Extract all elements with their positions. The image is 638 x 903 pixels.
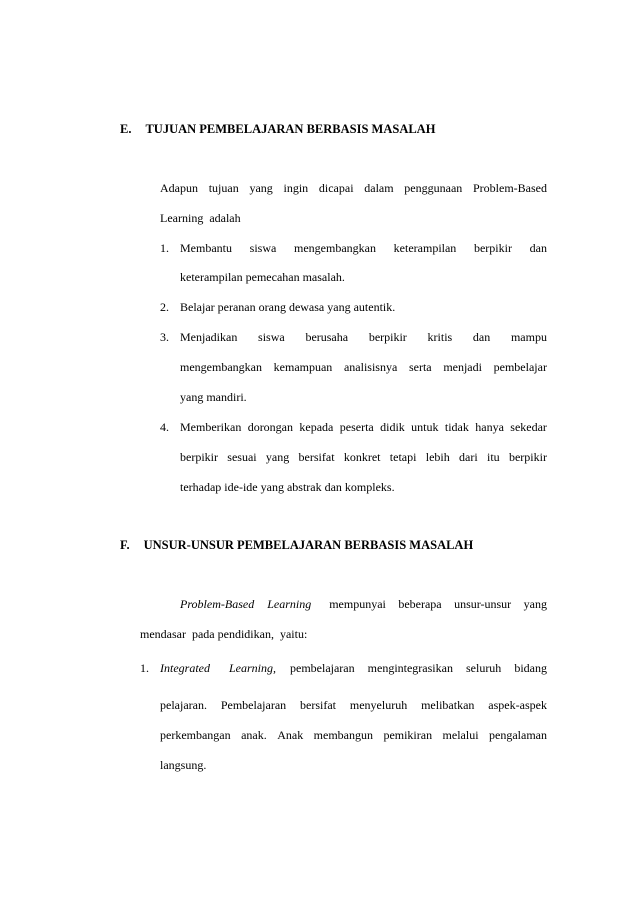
section-e-intro-line-1 <box>160 181 547 196</box>
word: berpikir <box>368 330 407 344</box>
section-e-title: TUJUAN PEMBELAJARAN BERBASIS MASALAH <box>145 122 436 136</box>
e-item-4-line-3 <box>180 480 395 495</box>
section-f-letter: F. <box>120 538 130 552</box>
e-item-3-line-1 <box>180 330 547 345</box>
word: melalui <box>442 728 479 742</box>
e-item-4-number: 4. <box>160 420 169 434</box>
word: dalam <box>364 181 394 195</box>
e-item-3-line-2 <box>180 360 547 375</box>
word: Anak <box>277 728 304 742</box>
section-f-intro-line-1 <box>180 597 547 612</box>
section-e-intro-line-2 <box>160 211 241 226</box>
word: bersifat <box>298 450 335 464</box>
word: mengintegrasikan <box>367 661 453 675</box>
word: berpikir <box>473 241 512 255</box>
word: serta <box>408 360 432 374</box>
word: Membantu <box>180 241 232 255</box>
section-f-intro-rest <box>329 597 547 612</box>
word: pemikiran <box>383 728 433 742</box>
e-item-2-line-1-text: Belajar peranan orang dewasa yang autentik. <box>180 300 396 314</box>
word: Pembelajaran <box>220 698 287 712</box>
word: hanya <box>475 420 504 434</box>
word: yang <box>249 181 273 195</box>
word: berpikir <box>508 450 547 464</box>
word: menyeluruh <box>349 698 408 712</box>
section-f-title: UNSUR-UNSUR PEMBELAJARAN BERBASIS MASALAH <box>143 538 474 552</box>
word: dan <box>472 330 491 344</box>
word: peserta <box>339 420 374 434</box>
word: itu <box>486 450 500 464</box>
word: bidang <box>514 661 547 675</box>
word: untuk <box>411 420 439 434</box>
e-item-3-line-3-text: yang mandiri. <box>180 390 247 404</box>
f-item-1-line-1 <box>160 661 547 676</box>
f-item-1-line-3 <box>160 728 547 743</box>
section-e-letter: E. <box>120 122 132 136</box>
section-e-intro-line-2-text: Learning adalah <box>160 211 241 225</box>
word: unsur-unsur <box>454 597 512 611</box>
e-item-4-line-2 <box>180 450 547 465</box>
word: mampu <box>510 330 547 344</box>
word: pembelajaran <box>290 661 355 675</box>
word: siswa <box>258 330 285 344</box>
word: tetapi <box>389 450 417 464</box>
word: dari <box>459 450 478 464</box>
word: seluruh <box>465 661 502 675</box>
word: sekedar <box>510 420 547 434</box>
word: analisisnya <box>343 360 398 374</box>
f-item-1-line-2 <box>160 698 547 713</box>
word: yang <box>523 597 547 611</box>
word: aspek-aspek <box>488 698 547 712</box>
word: tidak <box>444 420 469 434</box>
word: sesuai <box>227 450 257 464</box>
word: didik <box>380 420 405 434</box>
word: keterampilan <box>393 241 457 255</box>
word: Adapun <box>160 181 198 195</box>
e-item-4-line-1 <box>180 420 547 435</box>
word: penggunaan <box>404 181 463 195</box>
word: Memberikan <box>180 420 242 434</box>
f-item-1-line-4 <box>160 758 206 773</box>
word: membangun <box>313 728 373 742</box>
word: dorongan <box>247 420 294 434</box>
e-item-1-line-1 <box>180 241 547 256</box>
word: pengalaman <box>489 728 547 742</box>
word: pembelajar <box>493 360 547 374</box>
section-f-intro-line-2-text: mendasar pada pendidikan, yaitu: <box>140 627 308 641</box>
word: dan <box>529 241 547 255</box>
word: Problem-Based <box>473 181 547 195</box>
e-item-3-line-3 <box>180 390 247 405</box>
word: ingin <box>283 181 309 195</box>
word: beberapa <box>398 597 442 611</box>
word: kepada <box>299 420 334 434</box>
word: melibatkan <box>421 698 475 712</box>
word: kritis <box>427 330 453 344</box>
f-item-1-italic: Integrated Learning, <box>160 661 276 675</box>
word: bersifat <box>300 698 337 712</box>
e-item-1-line-2 <box>180 270 345 285</box>
word: kemampuan <box>273 360 333 374</box>
e-item-2-line-1 <box>180 300 395 315</box>
word: mengembangkan <box>180 360 262 374</box>
word: perkembangan <box>160 728 231 742</box>
section-f-intro-italic: Problem-Based Learning <box>180 597 312 611</box>
word: pelajaran. <box>160 698 207 712</box>
section-f-intro-line-2 <box>140 627 307 642</box>
e-item-2-number: 2. <box>160 300 169 314</box>
e-item-4-line-3-text: terhadap ide-ide yang abstrak dan kompleks. <box>180 480 395 494</box>
word: Menjadikan <box>180 330 238 344</box>
f-item-1-line-4-text: langsung. <box>160 758 207 772</box>
word: menjadi <box>443 360 482 374</box>
word: mengembangkan <box>294 241 376 255</box>
section-e-heading <box>120 122 435 137</box>
f-item-1-line-1-rest <box>290 661 547 676</box>
word: yang <box>265 450 290 464</box>
word: anak. <box>241 728 267 742</box>
word: tujuan <box>208 181 239 195</box>
word: lebih <box>425 450 450 464</box>
e-item-1-line-2-text: keterampilan pemecahan masalah. <box>180 270 345 284</box>
e-item-3-number: 3. <box>160 330 169 344</box>
word: konkret <box>343 450 381 464</box>
word: berusaha <box>305 330 349 344</box>
word: dicapai <box>318 181 354 195</box>
word: mempunyai <box>329 597 386 611</box>
word: berpikir <box>180 450 218 464</box>
e-item-1-number: 1. <box>160 241 169 255</box>
f-item-1-number: 1. <box>140 661 149 675</box>
section-f-heading <box>120 538 473 553</box>
word: siswa <box>249 241 277 255</box>
